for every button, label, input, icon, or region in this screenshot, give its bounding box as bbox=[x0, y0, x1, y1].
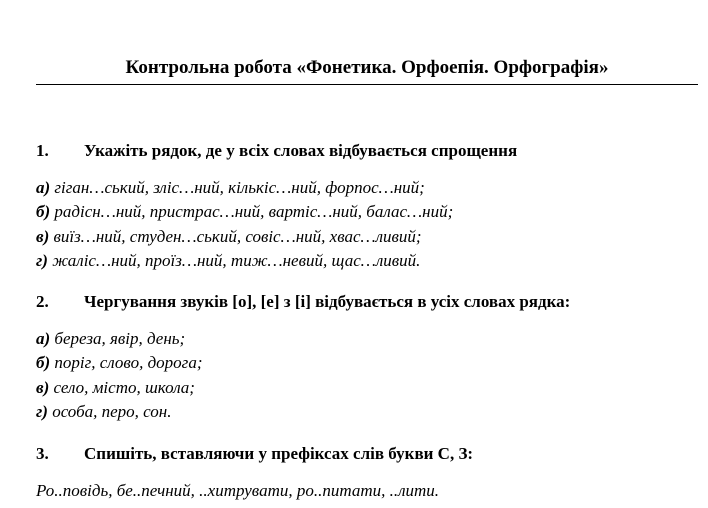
question-number: 3. bbox=[36, 444, 49, 463]
option-text: поріг, слово, дорога; bbox=[54, 353, 203, 372]
option-letter: г) bbox=[36, 251, 48, 270]
option-letter: б) bbox=[36, 202, 51, 221]
option-text: село, місто, школа; bbox=[53, 378, 195, 397]
question-number: 2. bbox=[36, 292, 49, 311]
title-underline bbox=[36, 84, 698, 85]
option-text: особа, перо, сон. bbox=[52, 402, 172, 421]
option-letter: г) bbox=[36, 402, 48, 421]
option-text: гіган…ський, зліс…ний, кількіс…ний, форпос…ний; bbox=[54, 178, 425, 197]
option-letter: а) bbox=[36, 178, 51, 197]
option-text: жаліс…ний, проїз…ний, тиж…невий, щас…ливий. bbox=[52, 251, 421, 270]
option-text: радісн…ний, пристрас…ний, вартіс…ний, балас…ний; bbox=[54, 202, 454, 221]
option-letter: а) bbox=[36, 329, 51, 348]
option-letter: в) bbox=[36, 227, 50, 246]
document-title: Контрольна робота «Фонетика. Орфоепія. Орфографія» bbox=[125, 57, 609, 78]
question-2-option-c bbox=[36, 377, 698, 399]
question-2-option-a bbox=[36, 328, 698, 350]
question-2-option-d bbox=[36, 401, 698, 423]
question-1-option-b bbox=[36, 201, 698, 223]
option-text: береза, явір, день; bbox=[54, 329, 186, 348]
option-letter: в) bbox=[36, 378, 50, 397]
question-3-task-words: Ро..повідь, бе..печний, ..хитрувати, ро..питати, ..лити. bbox=[36, 481, 440, 500]
question-1-option-a bbox=[36, 177, 698, 199]
option-letter: б) bbox=[36, 353, 51, 372]
question-1-option-d bbox=[36, 250, 698, 272]
question-1-option-c bbox=[36, 226, 698, 248]
question-number: 1. bbox=[36, 141, 49, 160]
question-text: Чергування звуків [о], [е] з [і] відбувається в усіх словах рядка: bbox=[84, 292, 571, 311]
question-2-option-b bbox=[36, 352, 698, 374]
question-text: Укажіть рядок, де у всіх словах відбувається спрощення bbox=[84, 141, 518, 160]
option-text: виїз…ний, студен…ський, совіс…ний, хвас…ливий; bbox=[53, 227, 422, 246]
question-text: Спишіть, вставляючи у префіксах слів букви С, З: bbox=[84, 444, 474, 463]
